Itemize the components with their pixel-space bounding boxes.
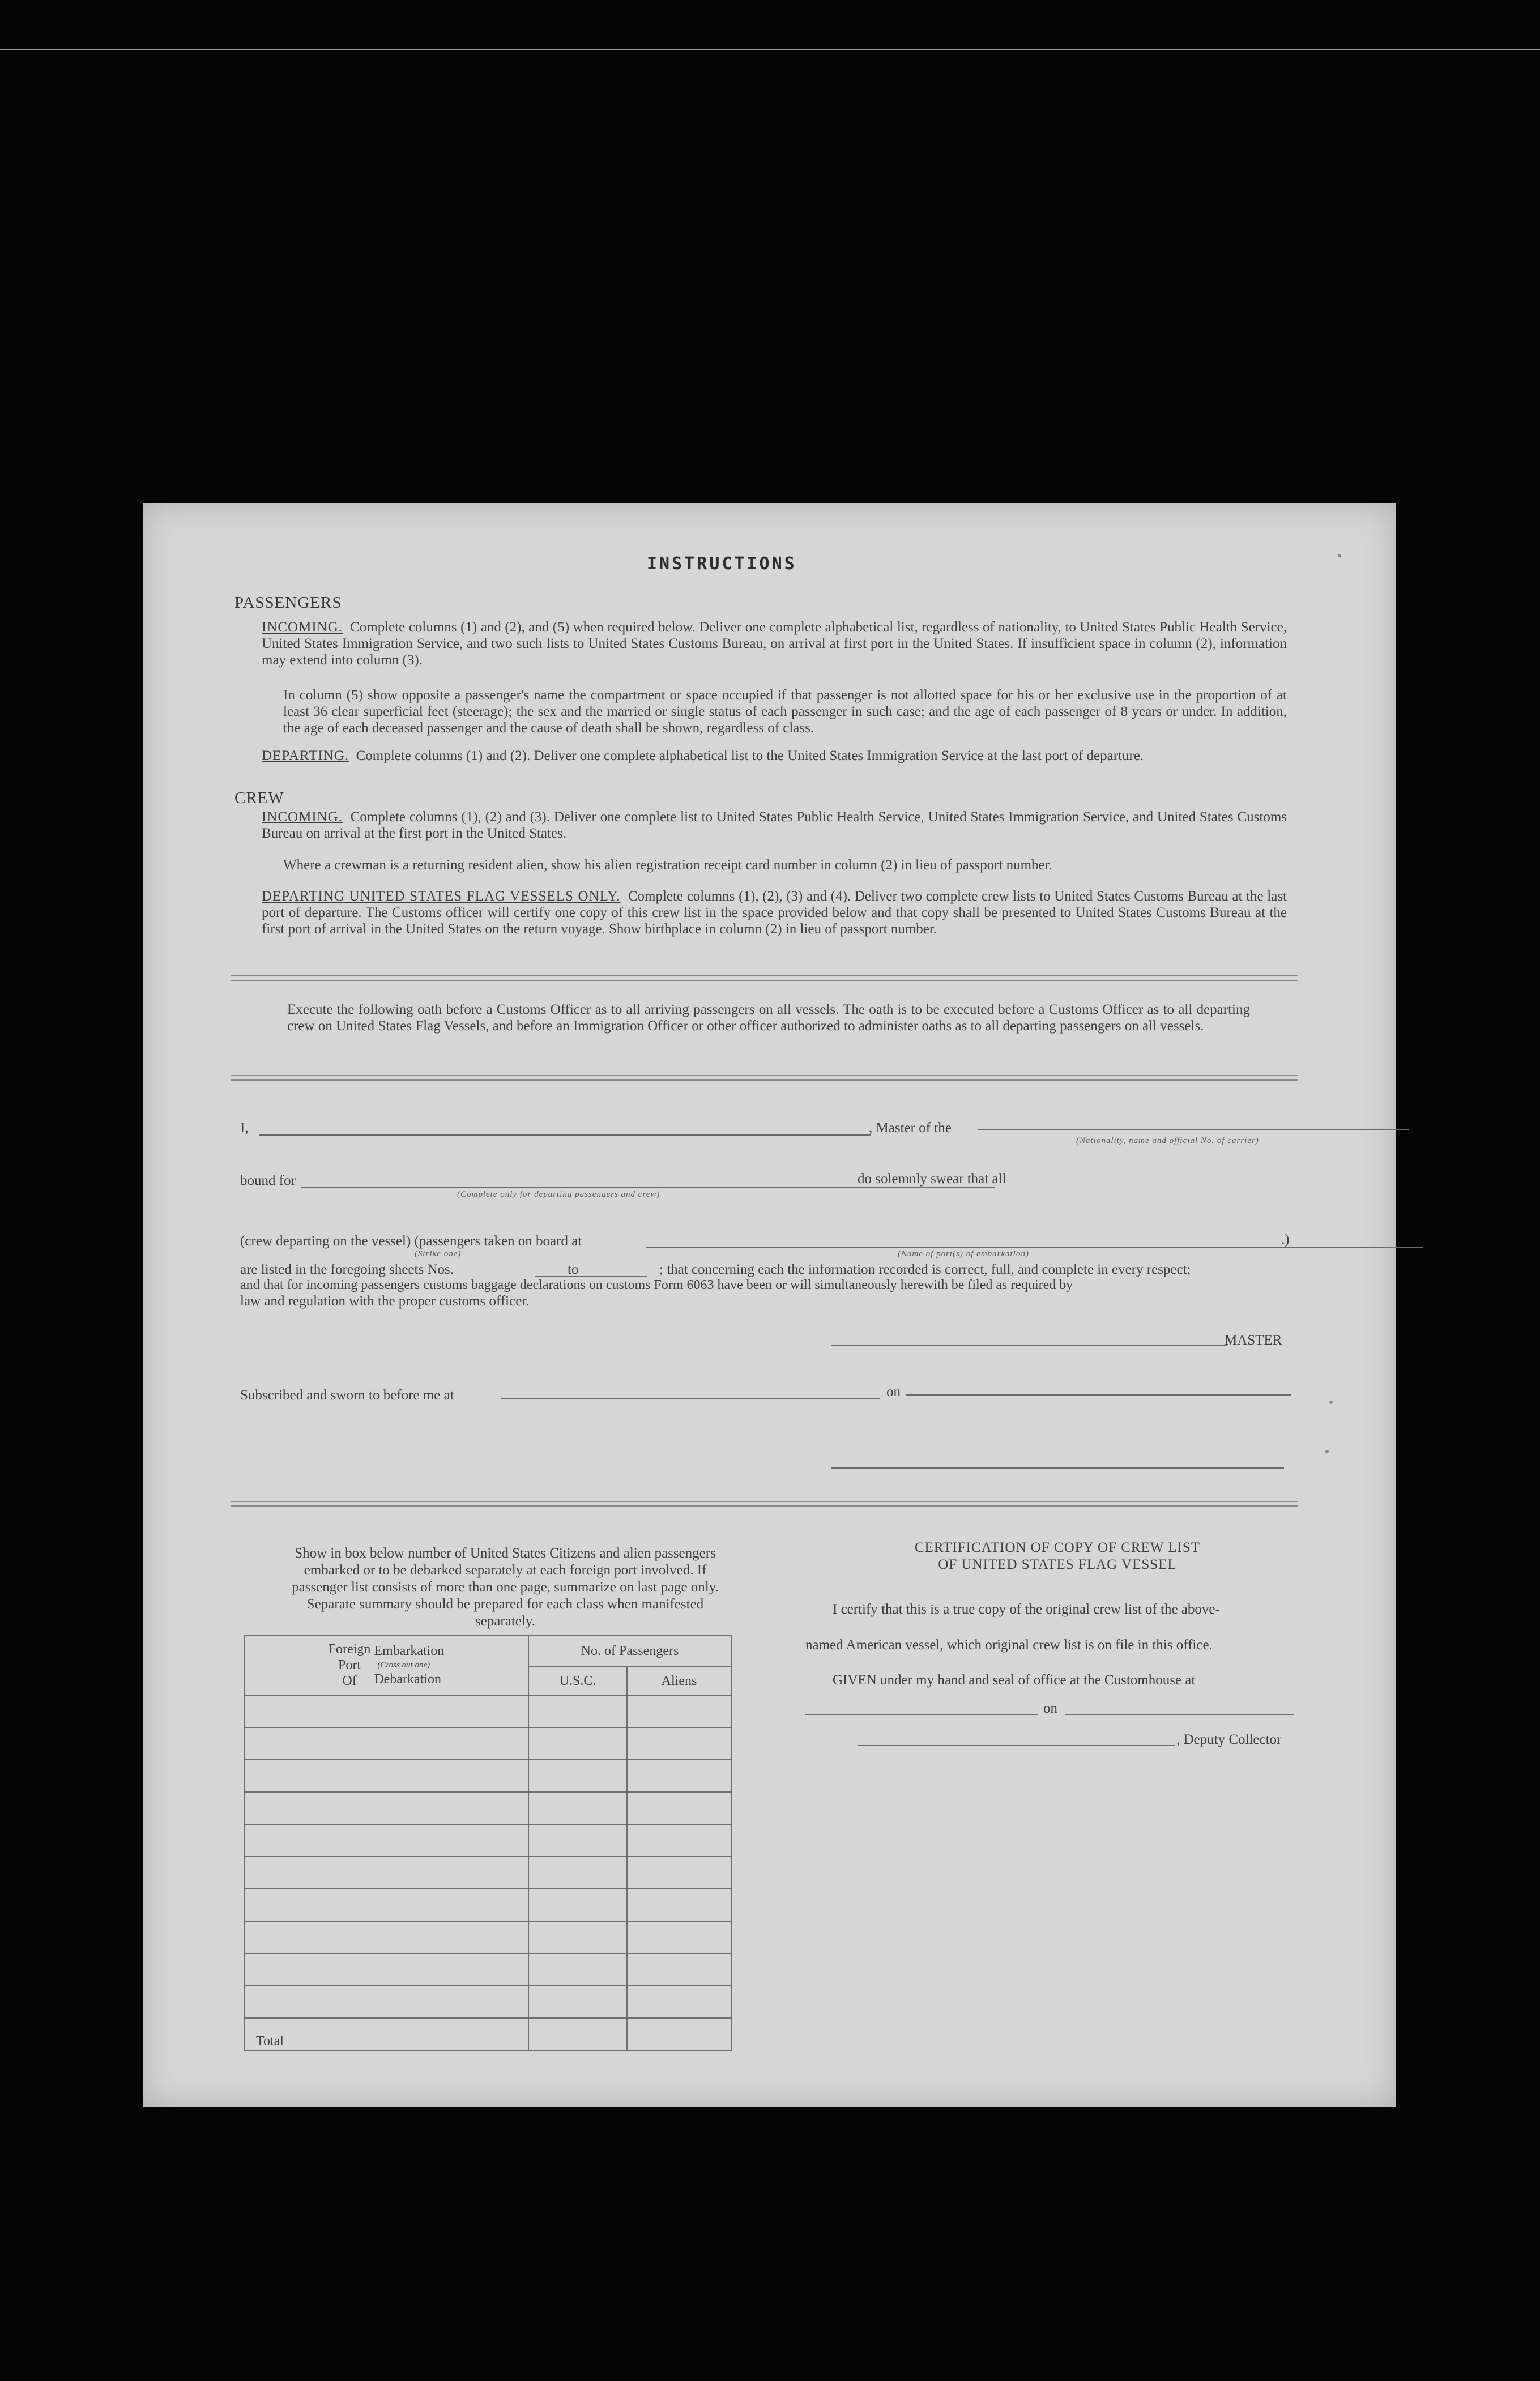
- embarkation-port-field[interactable]: [646, 1247, 1423, 1248]
- crew-section-title: CREW: [234, 789, 284, 807]
- certify-line2: named American vessel, which original crew list is on file in this office.: [805, 1637, 1213, 1653]
- divider-2: [231, 1075, 1298, 1081]
- certification-title-line1: CERTIFICATION OF COPY OF CREW LIST: [914, 1540, 1201, 1555]
- embarkation-port-caption: (Name of port(s) of embarkation): [898, 1249, 1029, 1258]
- swear-label: do solemnly swear that all: [858, 1171, 1006, 1187]
- summary-row[interactable]: [244, 1792, 731, 1824]
- scan-speck-icon: [1329, 1401, 1333, 1404]
- certification-title-line2: OF UNITED STATES FLAG VESSEL: [938, 1557, 1177, 1572]
- sworn-on-label: on: [886, 1384, 901, 1399]
- passengers-column5-paragraph: In column (5) show opposite a passenger's name the compartment or space occupied if that passenger is not allotted space for his or her exclusive use in the proportion of at least 36 clear superficial feet (steerage); the sex and the married or single status of each passenger in such case; and the age of each passenger of 8 years or under. In addition, the age of each deceased passenger and the cause of death shall be shown, regardless of class.: [283, 688, 1287, 736]
- scan-speck-icon: [1338, 554, 1341, 557]
- form-page: [143, 503, 1396, 2107]
- bound-for-caption: (Complete only for departing passengers and crew): [457, 1190, 660, 1199]
- embarkation-label: Embarkation: [374, 1644, 445, 1658]
- divider-3: [231, 1501, 1298, 1507]
- cross-out-caption: (Cross out one): [377, 1661, 430, 1670]
- summary-row[interactable]: [244, 1760, 731, 1792]
- carrier-caption: (Nationality, name and official No. of carrier): [1076, 1136, 1259, 1145]
- passengers-incoming-text: Complete columns (1) and (2), and (5) when required below. Deliver one complete alphabetical list, regardless of nationality, to United States Public Health Service, United States Immigration Service, and two such lists to United States Customs Bureau, on arrival at first port in the United States. If insufficient space in column (2), information may extend into column (3).: [262, 620, 1287, 668]
- oath-instructions-paragraph: Execute the following oath before a Customs Officer as to all arriving passengers on all vessels. The oath is to be executed before a Customs Officer as to all departing crew on United States Flag Vessels, and before an Immigration Officer or other officer authorized to administer oaths as to all departing passengers on all vessels.: [287, 1002, 1250, 1034]
- certification-title: [794, 1539, 1321, 1573]
- crew-incoming-text: Complete columns (1), (2) and (3). Deliver one complete list to United States Public Health Service, United States Immigration Service, and United States Customs Bureau on arrival at the first port in the United States.: [262, 809, 1287, 841]
- passengers-departing-paragraph: [262, 748, 1287, 764]
- deputy-collector-signature-field[interactable]: [858, 1745, 1175, 1746]
- aliens-header: Aliens: [627, 1667, 731, 1695]
- passengers-incoming-lead: INCOMING.: [262, 620, 343, 635]
- summary-row[interactable]: [244, 1857, 731, 1889]
- strike-one-caption: (Strike one): [415, 1249, 462, 1258]
- oath-rest-line2: and that for incoming passengers customs baggage declarations on customs Form 6063 have been or will simultaneously herewith be filed as required by: [240, 1278, 1073, 1292]
- subscribed-label: Subscribed and sworn to before me at: [240, 1388, 454, 1403]
- customhouse-field[interactable]: [805, 1714, 1038, 1715]
- certify-on-label: on: [1043, 1701, 1057, 1716]
- crew-departing-label: (crew departing on the vessel) (passengers taken on board at: [240, 1234, 582, 1249]
- crew-incoming-paragraph: [262, 809, 1287, 842]
- certify-date-field[interactable]: [1065, 1714, 1294, 1715]
- summary-row[interactable]: [244, 1986, 731, 2018]
- carrier-field[interactable]: [978, 1129, 1409, 1130]
- crew-resident-paragraph: Where a crewman is a returning resident alien, show his alien registration receipt card number in column (2) in lieu of passport number.: [283, 857, 1052, 873]
- master-of-label: , Master of the: [869, 1120, 952, 1136]
- master-label: MASTER: [1225, 1333, 1282, 1348]
- crew-departing-paragraph: [262, 888, 1287, 937]
- sheets-label: are listed in the foregoing sheets Nos.: [240, 1262, 454, 1277]
- instructions-heading: INSTRUCTIONS: [647, 554, 797, 574]
- total-label: Total: [256, 2034, 284, 2049]
- sworn-location-field[interactable]: [501, 1398, 880, 1399]
- crew-departing-lead: DEPARTING UNITED STATES FLAG VESSELS ONLY.: [262, 889, 621, 904]
- passengers-departing-lead: DEPARTING.: [262, 748, 349, 763]
- passengers-incoming-paragraph: [262, 619, 1287, 668]
- summary-instructions: Show in box below number of United States Citizens and alien passengers embarked or to be debarked separately at each foreign port involved. If passenger list consists of more than one page, summarize on last page only. Separate summary should be prepared for each class when manifested separately.: [292, 1546, 719, 1629]
- master-signature-field[interactable]: [831, 1345, 1227, 1346]
- summary-row[interactable]: [244, 1953, 731, 1986]
- foreign-label: Foreign: [328, 1642, 371, 1657]
- sheet-to-field[interactable]: [585, 1276, 647, 1277]
- summary-row[interactable]: [244, 1889, 731, 1921]
- usc-header: U.S.C.: [528, 1667, 627, 1695]
- port-label: Port: [338, 1658, 361, 1672]
- divider-1: [231, 975, 1298, 981]
- of-label: Of: [342, 1674, 357, 1688]
- scan-top-edge: [0, 49, 1540, 50]
- summary-row[interactable]: [244, 1727, 731, 1760]
- oath-rest-line3: law and regulation with the proper customs officer.: [240, 1294, 530, 1309]
- close-paren: .): [1281, 1232, 1290, 1247]
- deputy-collector-label: , Deputy Collector: [1176, 1732, 1282, 1747]
- no-of-passengers-header: No. of Passengers: [528, 1635, 731, 1667]
- passenger-summary-table: [244, 1635, 732, 2051]
- summary-row[interactable]: [244, 1921, 731, 1953]
- summary-row[interactable]: [244, 1695, 731, 1727]
- crew-incoming-lead: INCOMING.: [262, 809, 343, 825]
- master-name-field[interactable]: [259, 1134, 871, 1136]
- passengers-departing-text: Complete columns (1) and (2). Deliver one complete alphabetical list to the United States Immigration Service at the last port of departure.: [356, 748, 1144, 763]
- passengers-section-title: PASSENGERS: [234, 594, 342, 612]
- crew-departing-text: Complete columns (1), (2), (3) and (4). Deliver two complete crew lists to United States Customs Bureau at the last port of departure. The Customs officer will certify one copy of this crew list in the space provided below and that copy shall be presented to United States Customs Bureau at the first port of arrival in the United States on the return voyage. Show birthplace in column (2) in lieu of passport number.: [262, 889, 1287, 937]
- oath-i-label: I,: [240, 1120, 249, 1136]
- bound-for-label: bound for: [240, 1173, 296, 1188]
- debarkation-label: Debarkation: [374, 1672, 441, 1687]
- certify-line1: I certify that this is a true copy of the original crew list of the above-: [833, 1602, 1220, 1617]
- officer-signature-field[interactable]: [831, 1467, 1284, 1469]
- summary-total-row[interactable]: [244, 2018, 731, 2050]
- summary-row[interactable]: [244, 1824, 731, 1857]
- sworn-date-field[interactable]: [906, 1394, 1291, 1396]
- to-label: to: [568, 1262, 579, 1277]
- oath-rest-line1: ; that concerning each the information recorded is correct, full, and complete in every respect;: [659, 1262, 1191, 1277]
- certify-line3: GIVEN under my hand and seal of office at the Customhouse at: [833, 1672, 1196, 1688]
- scan-speck-icon: [1325, 1450, 1329, 1453]
